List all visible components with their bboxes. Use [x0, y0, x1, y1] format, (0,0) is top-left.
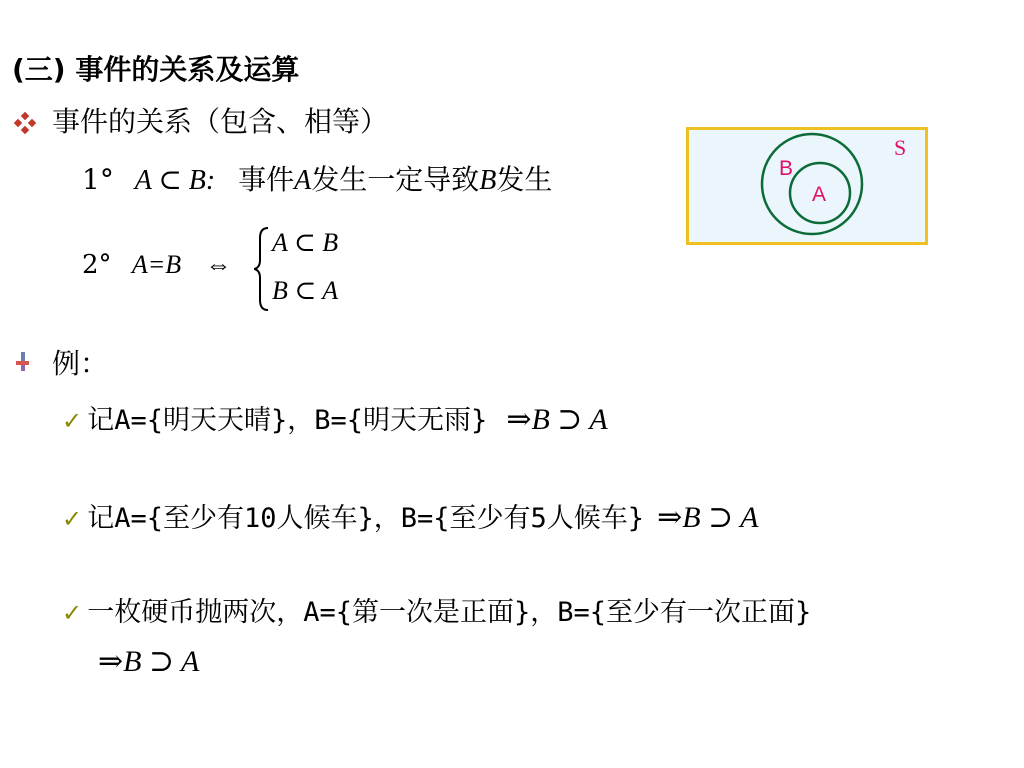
example-3-text: 一枚硬币抛两次，A={第一次是正面}，B={至少有一次正面} — [87, 597, 812, 628]
rule-2 — [82, 250, 231, 280]
venn-label-s: S — [894, 135, 907, 160]
example-2 — [62, 496, 759, 535]
checkmark-icon: ✓ — [62, 407, 83, 435]
example-2-result: ⇒B ⊃ A — [657, 501, 759, 534]
diamond-bullet-icon — [14, 112, 36, 134]
venn-diagram — [686, 127, 928, 245]
iff-symbol: ⇔ — [205, 250, 232, 279]
example-3-result: ⇒B ⊃ A — [98, 645, 200, 678]
rule-1-A: A — [294, 165, 312, 196]
example-label: 例： — [52, 347, 109, 380]
venn-label-a: A — [812, 183, 827, 206]
rule-2-number: 2° — [82, 250, 112, 280]
example-1 — [62, 398, 608, 437]
example-1-result: ⇒B ⊃ A — [506, 403, 608, 436]
checkmark-icon: ✓ — [62, 505, 83, 533]
venn-label-b: B — [779, 157, 794, 180]
rule-1-B: B — [479, 165, 497, 196]
rule-1-text-b: 发生一定导致 — [311, 163, 480, 196]
rule-1 — [82, 158, 552, 198]
example-2-text: 记A={至少有10人候车}，B={至少有5人候车} — [87, 503, 645, 534]
rule-1-relation: A ⊂ B: — [134, 165, 216, 196]
rule-2-equality: A=B — [131, 250, 182, 279]
rule-1-text-c: 发生 — [496, 163, 553, 196]
example-3 — [62, 590, 811, 629]
rule-1-number: 1° — [82, 163, 114, 196]
rule-2-top: A ⊂ B — [272, 228, 339, 257]
example-1-text: 记A={明天天晴}，B={明天无雨} — [87, 405, 488, 436]
section-bullet: 事件的关系（包含、相等） — [52, 105, 389, 138]
checkmark-icon: ✓ — [62, 599, 83, 627]
page-title: (三) 事件的关系及运算 — [12, 53, 300, 86]
square-bullet-icon — [14, 352, 34, 372]
rule-2-bottom: B ⊂ A — [272, 276, 339, 305]
rule-1-text-a: 事件 — [238, 163, 295, 196]
